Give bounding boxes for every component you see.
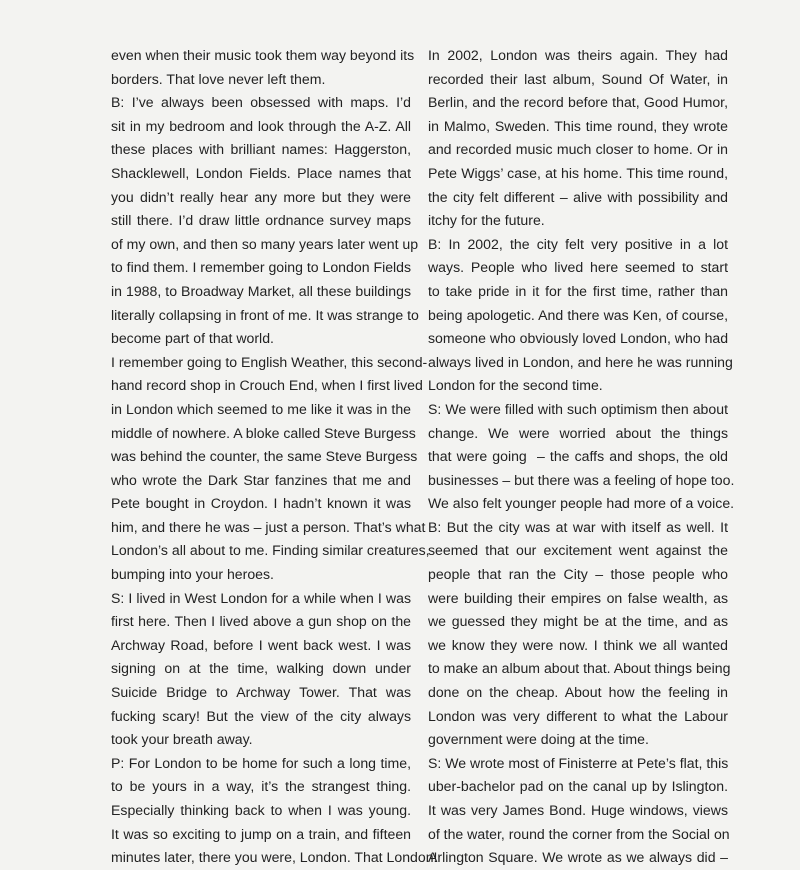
text-line: It was very James Bond. Huge windows, views	[428, 802, 728, 818]
text-line: seemed that our excitement went against the	[428, 542, 728, 559]
text-line: the city felt different – alive with possibility and	[428, 188, 728, 205]
text-line: these places with brilliant names: Haggerston,	[111, 141, 411, 158]
text-line: of the water, round the corner from the Social on	[428, 825, 730, 842]
text-column-right	[428, 44, 735, 870]
text-line: someone who obviously loved London, who had	[428, 330, 729, 347]
text-line: London’s all about to me. Finding similar creatures,	[111, 542, 430, 559]
text-line: was behind the counter, the same Steve Burgess	[111, 448, 418, 465]
text-line: hand record shop in Crouch End, when I first lived	[111, 377, 423, 394]
text-line: I remember going to English Weather, this second-	[111, 353, 428, 370]
text-line: recorded their last album, Sound Of Water, in	[428, 70, 728, 87]
text-line: uber-bachelor pad on the canal up by Islington.	[428, 778, 728, 795]
text-line: Berlin, and the record before that, Good Humor,	[428, 94, 728, 111]
text-line: who wrote the Dark Star fanzines that me and	[111, 471, 411, 488]
text-line: Especially thinking back to when I was young.	[111, 802, 411, 818]
text-line: even when their music took them way beyond its	[111, 47, 415, 63]
text-line: Suicide Bridge to Archway Tower. That was	[111, 684, 411, 701]
text-line: first here. Then I lived above a gun shop on the	[111, 613, 411, 630]
text-line: minutes later, there you were, London. That London!	[111, 849, 438, 866]
text-line: It was so exciting to jump on a train, and fifteen	[111, 825, 411, 842]
text-line: Shacklewell, London Fields. Place names that	[111, 164, 411, 181]
text-line: him, and there he was – just a person. That’s what	[111, 518, 426, 535]
text-line: to make an album about that. About things being	[428, 660, 731, 677]
text-line: fucking scary! But the view of the city always	[111, 707, 411, 724]
text-line: to take pride in it for the first time, rather than	[428, 282, 728, 299]
text-line: S: I lived in West London for a while when I was	[111, 589, 411, 606]
text-line: we know they were now. I think we all wanted	[428, 636, 728, 653]
text-line: borders. That love never left them.	[111, 70, 326, 87]
text-line: took your breath away.	[111, 731, 253, 748]
text-line: P: For London to be home for such a long time,	[111, 754, 411, 771]
text-line: B: I’ve always been obsessed with maps. I’d	[111, 94, 411, 111]
text-line: Pete Wiggs’ case, at his home. This time round,	[428, 164, 728, 181]
text-line: always lived in London, and here he was running	[428, 353, 733, 370]
text-line: Archway Road, before I went back west. I was	[111, 636, 411, 653]
text-line: change. We were worried about the things	[428, 424, 728, 441]
text-line: businesses – but there was a feeling of hope too.	[428, 471, 735, 488]
text-line: S: We were filled with such optimism then about	[428, 400, 728, 417]
text-line: being apologetic. And there was Ken, of course,	[428, 306, 728, 323]
text-line: in London which seemed to me like it was in the	[111, 400, 411, 417]
text-line: to be yours in a way, it’s the strangest thing.	[111, 778, 411, 795]
text-line: that were going – the caffs and shops, the old	[428, 448, 728, 465]
text-line: B: But the city was at war with itself as well. It	[428, 518, 728, 535]
text-line: of my own, and then so many years later went up	[111, 235, 419, 252]
text-line: Pete bought in Croydon. I hadn’t known it was	[111, 495, 411, 512]
text-line: in Malmo, Sweden. This time round, they wrote	[428, 117, 728, 134]
text-line: were building their empires on false wealth, as	[428, 589, 728, 606]
text-line: bumping into your heroes.	[111, 566, 274, 583]
text-line: London for the second time.	[428, 377, 603, 394]
text-line: We also felt younger people had more of a voice.	[428, 495, 735, 512]
text-line: In 2002, London was theirs again. They had	[428, 47, 728, 63]
text-column-left	[111, 44, 438, 870]
text-line: itchy for the future.	[428, 212, 545, 229]
text-line: people that ran the City – those people who	[428, 566, 728, 583]
text-line: still there. I’d draw little ordnance survey maps	[111, 212, 411, 229]
text-line: government were doing at the time.	[428, 731, 649, 748]
text-line: in 1988, to Broadway Market, all these buildings	[111, 282, 411, 299]
text-line: S: We wrote most of Finisterre at Pete’s flat, this	[428, 754, 729, 771]
text-line: done on the cheap. About how the feeling in	[428, 684, 728, 701]
text-line: London was very different to what the Labour	[428, 707, 728, 724]
text-line: literally collapsing in front of me. It was strange to	[111, 306, 419, 323]
text-line: signing on at the time, walking down under	[111, 660, 411, 677]
text-line: become part of that world.	[111, 330, 274, 347]
text-line: middle of nowhere. A bloke called Steve Burgess	[111, 424, 416, 441]
text-line: Arlington Square. We wrote as we always did –	[428, 849, 728, 866]
text-line: B: In 2002, the city felt very positive in a lot	[428, 235, 728, 252]
text-line: to find them. I remember going to London Fields	[111, 259, 412, 276]
text-line: we guessed they might be at the time, and as	[428, 613, 728, 630]
text-line: sit in my bedroom and look through the A-Z. All	[111, 117, 411, 134]
text-line: ways. People who lived here seemed to start	[428, 259, 728, 276]
text-line: and recorded music much closer to home. Or in	[428, 141, 728, 158]
text-line: you didn’t really hear any more but they were	[111, 188, 411, 205]
